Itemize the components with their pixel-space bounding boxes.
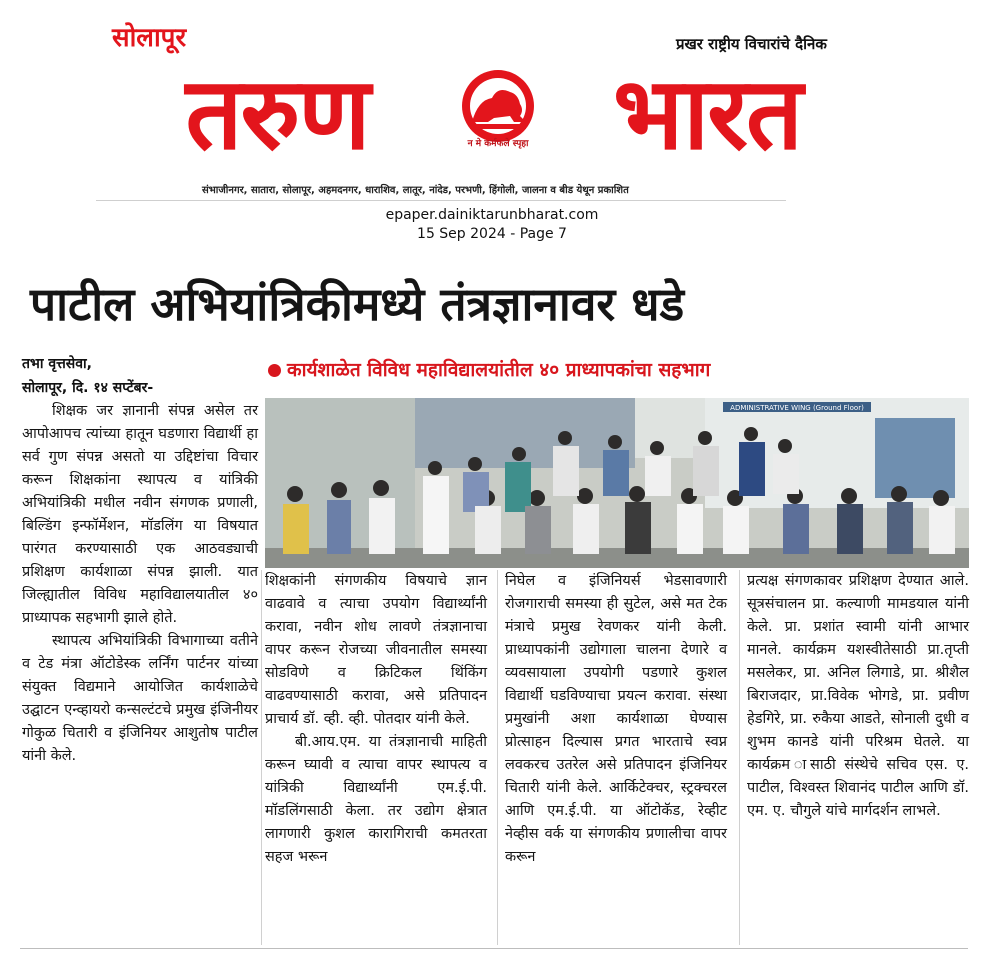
bottom-divider xyxy=(20,948,968,949)
paragraph: शिक्षक जर ज्ञानानी संपन्न असेल तर आपोआपच त्यांच्या हातून घडणारा विद्यार्थी हा सर्व गुण संपन्न असतो या उद्दिष्टांचा विचार करून शिक्षकांना स्थापत्य व यांत्रिकी अभियांत्रिकी मधील नवीन संगणक प्रणाली, बिल्डिंग इन्फॉर्मेशन, मॉडलिंग या विषयात पारंगत करण्यासाठी एक आठवड्याची प्रशिक्षण कार्यशाळा संपन्न झाली. यात जिल्ह्यातील विविध महाविद्यालयातील ४० प्राध्यापक सहभागी झाले होते. xyxy=(22,403,258,626)
brand-title-left: तरुण xyxy=(185,55,369,172)
article-column-1 xyxy=(22,400,258,768)
masthead xyxy=(0,0,984,250)
column-divider xyxy=(739,570,740,945)
article-subhead xyxy=(268,356,968,382)
publication-cities: संभाजीनगर, सातारा, सोलापूर, अहमदनगर, धाराशिव, लातूर, नांदेड, परभणी, हिंगोली, जालना व बीड येथून प्रकाशित xyxy=(202,185,629,196)
paragraph: स्थापत्य अभियांत्रिकी विभागाच्या वतीने व टेड मंत्रा ऑटोडेस्क लर्निंग पार्टनर यांच्या संयुक्त विद्यमाने आयोजित कार्यशाळेचे उद्घाटन एन्व्हायरो कन्सल्टंटचे प्रमुख इंजिनीयर गोकुळ चितारी व इंजिनियर आशुतोष पाटील यांनी केले. xyxy=(22,633,258,764)
subhead-text: कार्यशाळेत विविध महाविद्यालयांतील ४० प्राध्यापकांचा सहभाग xyxy=(287,359,711,381)
article-column-2 xyxy=(265,570,487,869)
article-column-4 xyxy=(747,570,969,823)
building-sign: ADMINISTRATIVE WING (Ground Floor) xyxy=(730,404,864,412)
article-headline: पाटील अभियांत्रिकीमध्ये तंत्रज्ञानावर धडे xyxy=(30,277,685,331)
newspaper-tagline: प्रखर राष्ट्रीय विचारांचे दैनिक xyxy=(676,35,827,53)
masthead-divider xyxy=(96,200,786,201)
column-divider xyxy=(261,570,262,945)
paragraph: शिक्षकांनी संगणकीय विषयाचे ज्ञान वाढवावे व त्याचा उपयोग विद्यार्थ्यांनी करावा, नवीन शोध लावणे तंत्रज्ञानाचा वापर करून रोजच्या जीवनातील समस्या सोडविणे व क्रिटिकल थिंकिंग वाढवण्यासाठी करावा, असे प्रतिपादन प्राचार्य डॉ. व्ही. व्ही. पोतदार यांनी केले. xyxy=(265,573,487,727)
byline xyxy=(22,352,262,400)
paragraph: निघेल व इंजिनियर्स भेडसावणारी रोजगाराची समस्या ही सुटेल, असे मत टेक मंत्राचे प्रमुख रेवणकर यांनी केली. प्राध्यापकांनी उद्योगाला चालना देणारे व व्यवसायाला उपयोगी पडणारे कुशल विद्यार्थी घडविण्याचा प्रयत्न करावा. संस्था प्रमुखांनी अशा कार्यशाळा घेण्यास प्रोत्साहन दिल्यास प्रगत भारताचे स्वप्न लवकरच उतरेल असे प्रतिपादन इंजिनियर चितारी यांनी केले. आर्किटेक्चर, स्ट्रक्चरल आणि एम.ई.पी. या ऑटोकॅड, रेव्हीट नेव्हीस वर्क या संगणकीय प्रणालीचा वापर करून xyxy=(505,573,727,865)
emblem-motto: न मे कर्मफले स्पृहा xyxy=(467,139,529,149)
group-photo xyxy=(265,398,969,568)
brand-title-right: भारत xyxy=(612,55,802,172)
paragraph: प्रत्यक्ष संगणकावर प्रशिक्षण देण्यात आले. सूत्रसंचालन प्रा. कल्याणी मामडयाल यांनी केले. प्रा. प्रशांत स्वामी यांनी आभार मानले. कार्यक्रम यशस्वीतेसाठी प्रा.तृप्ती मसलेकर, प्रा. अनिल लिगाडे, प्रा. श्रीशैल बिराजदार, प्रा.विवेक भोगडे, प्रा. प्रवीण हेडगिरे, प्रा. रुकैया आडते, सोनाली दुधी व शुभम कानडे यांनी परिश्रम घेतले. या कार्यक्रम ासाठी संस्थेचे सचिव एस. ए. पाटील, विश्वस्त शिवानंद पाटील आणि डॉ. एम. ए. चौगुले यांचे मार्गदर्शन लाभले. xyxy=(747,573,969,819)
article-column-3 xyxy=(505,570,727,869)
byline-place-date: सोलापूर, दि. १४ सप्टेंबर- xyxy=(22,380,154,396)
epaper-url: epaper.dainiktarunbharat.com xyxy=(385,207,599,223)
edition-name: सोलापूर xyxy=(112,23,187,53)
bullet-icon xyxy=(268,364,281,377)
byline-agency: तभा वृत्तसेवा, xyxy=(22,356,92,372)
page-date: 15 Sep 2024 - Page 7 xyxy=(417,226,567,242)
column-divider xyxy=(497,570,498,945)
paragraph: बी.आय.एम. या तंत्रज्ञानाची माहिती करून घ्यावी व त्याचा वापर स्थापत्य व यांत्रिकी विद्यार्थ्यांनी एम.ई.पी. मॉडलिंगसाठी केला. तर उद्योग क्षेत्रात लागणारी कुशल कारागिराची कमतरता सहज भरून xyxy=(265,734,487,865)
